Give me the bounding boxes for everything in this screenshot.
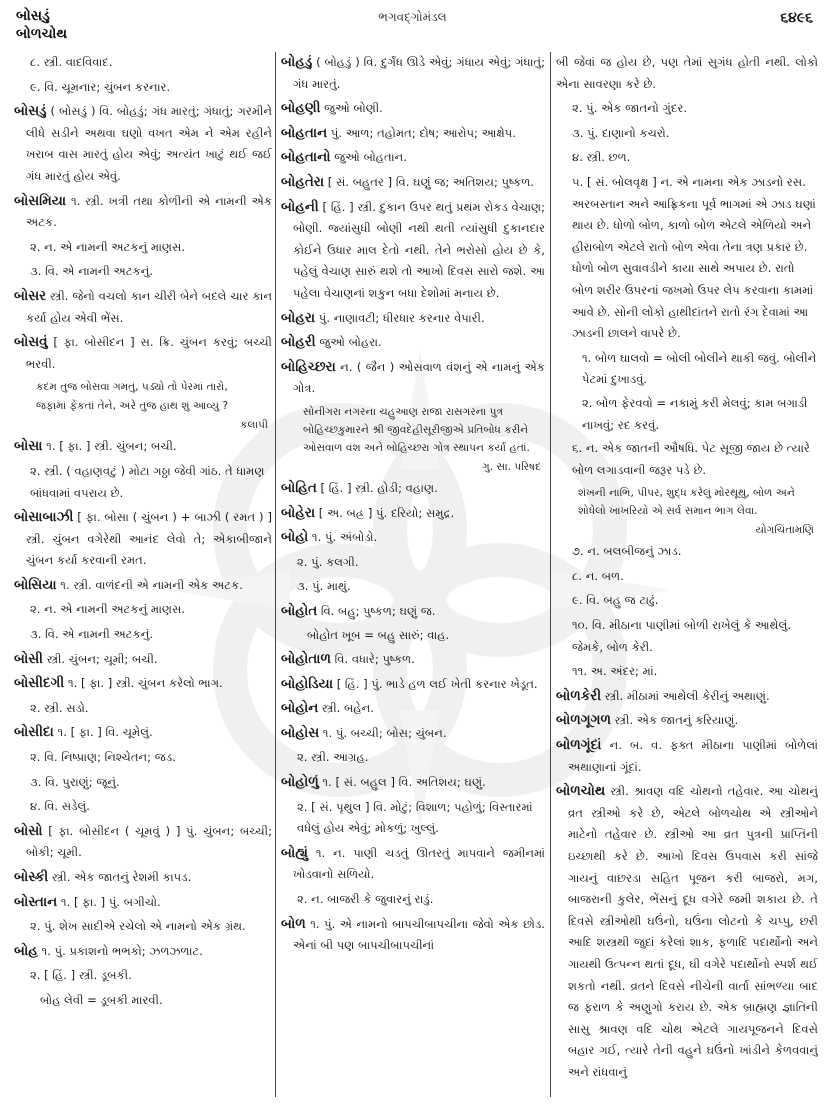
- entry-sense: ૩. પું. માથું.: [297, 579, 351, 594]
- entry-headword: બોસડું: [14, 103, 47, 120]
- dictionary-entry: [281, 723, 545, 745]
- dictionary-entry: [556, 781, 818, 1083]
- entry-sense: ૨. [ હિં. ] સ્ત્રી. ડૂબકી.: [30, 968, 132, 983]
- entry-sense: ૨. સ્ત્રી. આગ્રહ.: [297, 750, 369, 765]
- entry-headword: બોહરા: [281, 309, 316, 326]
- dictionary-entry: [14, 649, 272, 671]
- entry-sense: ૪. વિ. સડેલું.: [30, 799, 90, 814]
- entry-sense: ૨. સ્ત્રી. ( વહાણવટું ) મોટા ગઠ્ઠા જેવી ગાંઠ. તે ધામણ બાંધવામાં વપરાય છે.: [30, 463, 265, 500]
- citation-quote: શંખની નાભિ, પીપર, શુદ્ધ કરેલું મોરથૂથુ, બોળ અને શોધેલો ખાખરિયો એ સર્વ સમાન ભાગ લેવા.: [578, 487, 795, 518]
- entry-headword: બોહો: [281, 529, 309, 546]
- entry-sense: ૨. ન. એ નામની અટકનું માણસ.: [30, 239, 186, 254]
- entry-headword: બોહોડિયા: [281, 675, 334, 692]
- dictionary-entry: [281, 98, 545, 120]
- guide-word-last: બોળચોથ: [16, 26, 68, 42]
- entry-definition: ૧. પું. પ્રકાશનો ભભકો; ઝળઝળાટ.: [37, 943, 203, 958]
- entry-headword: બોહતાન: [281, 124, 328, 141]
- entry-definition: જુઓ બોહતાન.: [330, 150, 407, 165]
- entry-headword: બોસો: [14, 822, 43, 839]
- guide-word-first: બોસડું: [16, 8, 50, 24]
- dictionary-entry: [281, 147, 545, 169]
- entry-definition: સ્ત્રી. મીઠામાં આથેલી કેરીનું અથાણું.: [601, 688, 770, 703]
- dictionary-entry: [14, 941, 272, 963]
- dictionary-entry: [14, 722, 272, 744]
- entry-definition: પું. નાણાવટી; ધીરધાર કરનાર વેપારી.: [315, 310, 485, 325]
- entry-headword: બોહતાનો: [281, 149, 331, 166]
- entry-definition: ૧. ન. પાણી ચડતું ઊતરતું માપવાને જમીનમાં ખોડવાનો સળિયો.: [293, 845, 545, 882]
- dictionary-entry: [281, 772, 545, 794]
- dictionary-entry: [281, 674, 545, 696]
- dictionary-entry: [281, 503, 545, 525]
- idiom-phrase: ૨. બોળ ફેરવવો = નકામું કરી મેલવું; કામ બગાડી નાખવું; રદ કરવું.: [582, 395, 808, 432]
- entry-headword: બોહોન: [281, 700, 319, 717]
- entry-definition: ૧. [ ફા. ] સ્ત્રી. ચુંબન; બચી.: [42, 439, 177, 454]
- entry-sense: ૩. વિ. એ નામની અટકનું.: [30, 627, 154, 642]
- entry-definition: [ હિં. ] પું. ભાડે હળ લઈ ખેતી કરનાર ખેડૂત.: [333, 676, 538, 691]
- citation-quote: જફામાં ફેંકતાં તેને, અરે તુજ હાથ શું આવ્યું ?: [36, 400, 229, 413]
- column-right: [556, 52, 818, 1107]
- entry-definition: [ ફા. બોસીદન ( ચૂમવું ) ] પું. ચુંબન; બચ્ચી; બોકી; ચૂમી.: [26, 823, 272, 860]
- entry-headword: બોળકેરી: [556, 687, 602, 704]
- entry-definition: ( બોસડું ) વિ. બોહડું; ગંધ મારતું; ગંધાતું; ગરમીને લીધે સડીને અથવા ઘણો વખત એમ ને એમ રહીને ખરાબ વાસ મારતું હોય એવું; અત્યંત ખાટું થઈ જઈ ગંધ મારતું હોય એવું.: [26, 104, 272, 183]
- dictionary-entry: [281, 357, 545, 400]
- entry-headword: બોહતેરા: [281, 173, 325, 190]
- idiom-phrase: બોહોત ખૂબ = બહુ સારું; વાહ.: [307, 628, 450, 643]
- entry-definition: પું. આળ; તહોમત; દોષ; આરોપ; આક્ષેપ.: [327, 125, 516, 140]
- entry-headword: બોહ: [14, 942, 38, 959]
- page-number: ૬૪૯૬: [780, 10, 813, 26]
- entry-definition: વિ. વધારે; પુષ્કળ.: [330, 652, 415, 667]
- entry-sense: ૨. સ્ત્રી. સડો.: [30, 700, 89, 715]
- entry-sense: ૨. પું. શેખ સાદીએ રચેલો એ નામનો એક ગ્રંથ.: [30, 919, 246, 934]
- entry-headword: બોસી: [14, 650, 44, 667]
- entry-definition: ૧. [ ફા. ] સ્ત્રી. ચુંબન કરેલો ભાગ.: [64, 676, 223, 691]
- entry-headword: બોસાબાઝી: [14, 509, 74, 526]
- dictionary-entry: [281, 332, 545, 354]
- column-divider: [275, 52, 276, 1097]
- entry-sense: ૯. વિ. બહુ જ ટાઢું.: [572, 593, 659, 608]
- entry-definition: [ અ. બહ્ર ] પું. દરિયો; સમુદ્ર.: [315, 505, 455, 520]
- entry-sense: ૭. ન. બલબીજનું ઝાડ.: [572, 544, 682, 559]
- dictionary-entry: [14, 892, 272, 914]
- entry-definition: [ હિં. ] સ્ત્રી. હોડી; વહાણ.: [316, 480, 438, 495]
- idiom-phrase: બોહ લેવી = ડૂબકી મારવી.: [40, 992, 163, 1007]
- entry-definition: સ્ત્રી. બહેન.: [318, 701, 374, 716]
- entry-headword: બોહેરા: [281, 504, 316, 521]
- entry-sense: ૨. ન. બાજરી કે જુવારનું રાડું.: [297, 892, 434, 906]
- dictionary-entry: [14, 191, 272, 234]
- entry-headword: બોહરી: [281, 334, 316, 351]
- entry-headword: બોસમિયા: [14, 192, 67, 209]
- entry-headword: બોળગૂંદાં: [556, 737, 602, 754]
- dictionary-entry: [14, 673, 272, 695]
- entry-sense: ૨. પું. એક જાતનો ગુંદર.: [572, 101, 688, 116]
- entry-definition: સ્ત્રી. જેનો વચલો કાન ચીરી બેને બદલે ચાર કાન કર્યા હોય એવી ભેંસ.: [26, 288, 272, 325]
- entry-definition: વિ. બહુ; પુષ્કળ; ઘણું જ.: [317, 603, 436, 618]
- column-divider: [550, 52, 551, 1097]
- entry-sense: ૨. [ સં. પૃથુલ ] વિ. મોટું; વિશાળ; પહોળું; વિસ્તારમાં વધેલું હોય એવું; મોકળું; ખુલ્લું.: [297, 799, 533, 836]
- entry-sense: ૩. પું. દાણાનો કચરો.: [572, 125, 670, 140]
- book-title: ભગવદ્ગોમંડલ: [378, 10, 447, 24]
- entry-sense: ૮. સ્ત્રી. વાદવિવાદ.: [30, 55, 113, 69]
- entry-definition: ૧. [ ફા. ] વિ. ચૂમેલું.: [53, 725, 153, 740]
- dictionary-entry: [281, 843, 545, 886]
- entry-definition: ન. બ. વ. ફક્ત મીઠાના પાણીમાં બોળેલાં અથાણાનાં ગૂંદાં.: [568, 738, 818, 774]
- dictionary-entry: [281, 123, 545, 145]
- dictionary-entry: [281, 914, 545, 957]
- entry-headword: બોહિત: [281, 479, 317, 496]
- entry-continuation: બી જેવાં જ હોય છે, પણ તેમાં સુગંધ હોતી નથી. લોકો એના સાવરણા કરે છે.: [556, 55, 818, 91]
- dictionary-entry: [556, 710, 818, 732]
- entry-headword: બોસીદા: [14, 724, 54, 741]
- dictionary-entry: [556, 735, 818, 778]
- dictionary-entry: [14, 575, 272, 597]
- entry-headword: બોહની: [281, 198, 319, 215]
- entry-definition: [ સં. બહુતર ] વિ. ઘણું જ; અતિશય; પુષ્કળ.: [324, 174, 534, 189]
- entry-sense: ૨. ન. એ નામની અટકનું માણસ.: [30, 602, 186, 617]
- entry-headword: બોહણી: [281, 100, 321, 117]
- entry-sense: ૬. ન. એક જાતની ઔષધિ. પેટ સૂજી જાય છે ત્યારે બોળ લગાડવાની જરૂર પડે છે.: [572, 441, 810, 477]
- entry-sense: ૮. ન. બળ.: [572, 568, 624, 583]
- dictionary-entry: [14, 867, 272, 889]
- entry-headword: બોળચોથ: [556, 783, 606, 800]
- entry-sense: ૩. વિ. પુરાણું; જૂનું.: [30, 774, 120, 789]
- citation-source: ગુ. સા. પરિષદ: [482, 460, 541, 473]
- entry-definition: સ્ત્રી. શ્રાવણ વદિ ચોથનો તહેવાર. આ ચોથનું વ્રત સ્ત્રીઓ કરે છે, એટલે બોળચોથ એ સ્ત્રીઓને માટેનો તહેવાર છે. સ્ત્રીઓ આ વ્રત પુત્રની પ્રાપ્તિની ઇચ્છાથી કરે છે. આખો દિવસ ઉપવાસ કરી સાંજે ગાયનું વાછરડા સહિત પૂજન કરી બાજરો, મગ, બાજરાની કુલેર, ભેંસનું દૂધ વગેરે જમી શકાય છે. તે દિવસે સ્ત્રીઓથી ઘઉંનો, ઘઉંના લોટનો કે ચપ્પુ, છરી આદિ શસ્ત્રથી જુદાં કરેલાં શાક, ફળાદિ પદાર્થોનો અને ગાયથી ઉત્પન્ન થતાં દૂધ, ઘી વગેરે પદાર્થોનો સ્પર્શ થઈ શકતો નથી. વ્રતને દિવસે નીચેની વાર્તા સાંભળ્યા બાદ જ ફરાળ કે અણુગો કરાય છે. એક બ્રાહ્મણ જ્ઞાતિની સાસુ શ્રાવણ વદિ ચોથ એટલે ગાયપૂજનને દિવસે બહાર ગઈ, ત્યારે તેની વહુને ઘઉંનો ખાંડીને કેળવવાનું અને રાંધવાનું: [568, 784, 818, 1079]
- entry-sense: ૩. વિ. એ નામની અટકનું.: [30, 264, 154, 279]
- dictionary-entry: [281, 649, 545, 671]
- entry-definition: સ્ત્રી. એક જાતનું કરિયાણું.: [611, 713, 739, 728]
- column-left: [14, 52, 272, 1107]
- entry-headword: બોસર: [14, 287, 47, 304]
- entry-headword: બોહડું: [281, 54, 313, 70]
- entry-headword: બોસ્કી: [14, 869, 49, 885]
- citation-quote: કદમ તુજ બોસવા ગમતું, પડ્યો તો પેરમાં તારો,: [36, 381, 228, 394]
- dictionary-entry: [14, 332, 272, 375]
- entry-sense: ૨. પું. કલગી.: [297, 554, 359, 569]
- entry-definition: ૧. [ સં. બહુલ ] વિ. અતિશય; ઘણું.: [318, 775, 486, 790]
- dictionary-entry: [556, 686, 818, 708]
- dictionary-entry: [281, 698, 545, 720]
- entry-definition: જુઓ બોણી.: [320, 101, 383, 116]
- dictionary-entry: [281, 601, 545, 623]
- entry-headword: બોહોત: [281, 602, 318, 619]
- entry-headword: બોહિચ્છરા: [281, 358, 336, 375]
- column-middle: [281, 52, 545, 1107]
- entry-definition: [ ફા. બોસીદન ] સ. ક્રિ. ચુંબન કરવું; બચ્ચી ભરવી.: [26, 335, 272, 371]
- citation-source: યોગચિંતામણિ: [755, 524, 814, 537]
- entry-headword: બોસવું: [14, 334, 48, 351]
- entry-sense: ૯. વિ. ચૂમનાર; ચુંબન કરનાર.: [30, 79, 171, 94]
- dictionary-entry: [14, 101, 272, 187]
- entry-definition: ૧. સ્ત્રી. ખત્રી તથા કોળીની એ નામની એક અટક.: [26, 193, 272, 230]
- entry-definition: ન. ( જૈન ) ઓસવાળ વંશનું એ નામનું એક ગોત્ર.: [293, 359, 545, 396]
- dictionary-entry: [281, 527, 545, 549]
- entry-headword: બોસીદગી: [14, 675, 65, 692]
- entry-definition: [ ફા. બોસા ( ચુંબન ) + બાઝી ( રમત ) ] સ્ત્રી. ચુંબન વગેરેથી આનંદ લેવો તે; એકાબીજાને ચુંબન કર્યા કરવાની રમત.: [26, 510, 272, 568]
- dictionary-entry: [281, 197, 545, 305]
- entry-headword: બોસા: [14, 438, 43, 455]
- entry-headword: બોહોળું: [281, 774, 319, 791]
- entry-sense: ૨. વિ. નિષ્પ્રાણ; નિશ્ચેતન; જડ.: [30, 750, 176, 765]
- entry-headword: બોહોસ: [281, 724, 320, 741]
- entry-headword: બોહ્યું: [281, 844, 308, 861]
- entry-definition: ૧. પું. એ નામનો બાપચીબાપચીના જેવો એક છોડ. એનાં બી પણ બાપચીબાપચીનાં: [293, 916, 545, 953]
- entry-sense: ૧૧. અ. અંદર; માં.: [572, 664, 658, 679]
- entry-headword: બોસિયા: [14, 576, 57, 593]
- entry-sense: ૫. [ સં. બોલવૃક્ષ ] ન. એ નામના એક ઝાડનો રસ. અરબસ્તાન અને આફ્રિકના પૂર્વ ભાગમાં એ ઝાડ ઘણાં થાય છે. ધોળો બોળ, કાળો બોળ એટલે એળિયો અને હીરાબોળ એટલે રાતો બોળ એવા તેના ત્રણ પ્રકાર છે. ધોળો બોળ સુવાવડીને કાયા સાથે અપાય છે. રાતો બોળ શરીર ઉપરનાં જખમો ઉપર લેપ કરવાના કામમાં આવે છે. સોની લોકો હાથીદાંતને રાતો રંગ દેવામાં આ ઝાડની છાલને વાપરે છે.: [572, 174, 816, 341]
- dictionary-entry: [281, 172, 545, 194]
- entry-definition: સ્ત્રી. એક જાતનું રેશમી કાપડ.: [48, 870, 192, 884]
- entry-definition: [ હિં. ] સ્ત્રી. દુકાન ઉપર થતું પ્રથમ રોકડ વેચાણ; બોણી. જ્યાંસુધી બોણી નથી થતી ત્યાંસુધી દુકાનદાર કોઈને ઉધાર માલ દેતો નથી. તેને ભરોસો હોય છે કે, પહેલું વેચાણ સારું થશે તો આખો દિવસ સારો જશે. આ પહેલા વેચાણનાં શકુન બધા દેશોમાં મનાય છે.: [293, 199, 545, 300]
- entry-definition: ૧. [ ફા. ] પું. બગીચો.: [57, 894, 161, 909]
- entry-definition: સ્ત્રી. ચુંબન; ચૂમી; બચી.: [43, 651, 158, 666]
- entry-definition: જુઓ બોહરા.: [315, 335, 382, 350]
- entry-headword: બોસ્તાન: [14, 893, 58, 910]
- entry-definition: ૧. પું. અંબોડો.: [308, 530, 378, 545]
- entry-headword: બોળ: [281, 915, 306, 932]
- citation-quote: સોનીગરા નગરના ચહુઆણ રાજા રાસગરના પુત્ર બોહિચ્છકુમારને શ્રી જીવદેહીસૂરીજીએ પ્રતિબોધ કરીને ઓસવાળ વંશ અને બોહિચ્છરા ગોત્ર સ્થાપન કર્યાં હતાં.: [303, 405, 530, 454]
- idiom-phrase: ૧. બોળ ઘાલવો = બોલી બોલીને થાકી જવું. બોલીને પેટમાં દુખાડવું.: [582, 350, 817, 387]
- entry-headword: બોળગૂગળ: [556, 712, 611, 729]
- dictionary-entry: [14, 286, 272, 329]
- dictionary-entry: [281, 52, 545, 95]
- dictionary-entry: [281, 308, 545, 330]
- dictionary-entry: [14, 507, 272, 572]
- entry-definition: ૧. પું. બચ્ચી; બોસ; ચુંબન.: [319, 725, 447, 740]
- page-header: [0, 6, 825, 50]
- entry-sense: ૧૦. વિ. મીઠાના પાણીમાં બોળી રાખેલું કે આથેલું. જેમકે, બોળ કેરી.: [572, 618, 792, 654]
- entry-sense: ૪. સ્ત્રી. છળ.: [572, 150, 631, 165]
- dictionary-entry: [281, 478, 545, 500]
- entry-definition: ( બોહડું ) વિ. દુર્ગંધ ઊડે એવું; ગંધાય એવું; ગંધાતું; ગંધ મારતું.: [293, 55, 545, 91]
- dictionary-entry: [14, 821, 272, 864]
- entry-definition: ૧. સ્ત્રી. વાળંદની એ નામની એક અટક.: [56, 577, 243, 592]
- entry-headword: બોહોતાળ: [281, 651, 331, 668]
- citation-source: કલાપી: [240, 419, 268, 432]
- dictionary-entry: [14, 436, 272, 458]
